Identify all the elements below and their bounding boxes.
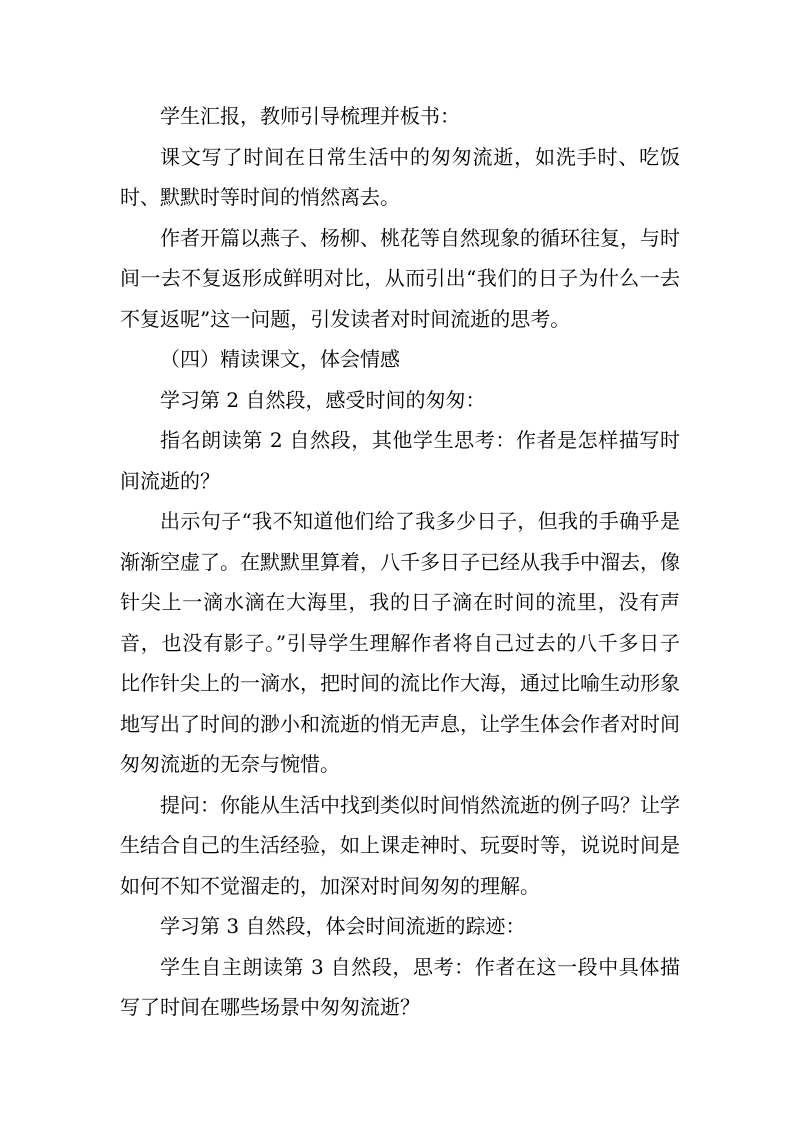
paragraph-study-section-3: 学习第 3 自然段，体会时间流逝的踪迹： [160, 914, 526, 938]
paragraph-student-report: 学生汇报，教师引导梳理并板书： [160, 104, 460, 128]
paragraph-quote-analysis: 出示句子“我不知道他们给了我多少日子，但我的手确乎是渐渐空虚了。在默默里算着，八千多日子已经从我手中溜去，像针尖上一滴水滴在大海里，我的日子滴在时间的流里，没有声音，也没有影子。”引导学生理解作者将自己过去的八千多日子比作针尖上的一滴水，把时间的流比作大海，通过比喻生动形象地写出了时间的渺小和流逝的悄无声息，让学生体会作者对时间匆匆流逝的无奈与惋惜。 [120, 509, 680, 776]
paragraph-question-life-examples: 提问：你能从生活中找到类似时间悄然流逝的例子吗？让学生结合自己的生活经验，如上课走神时、玩耍时等，说说时间是如何不知不觉溜走的，加深对时间匆匆的理解。 [120, 792, 680, 898]
paragraph-study-section-2: 学习第 2 自然段，感受时间的匆匆： [160, 387, 486, 412]
paragraph-opening-contrast: 作者开篇以燕子、杨柳、桃花等自然现象的循环往复，与时间一去不复返形成鲜明对比，从而引出“我们的日子为什么一去不复返呢”这一问题，引发读者对时间流逝的思考。 [120, 225, 680, 331]
paragraph-time-passing-daily: 课文写了时间在日常生活中的匆匆流逝，如洗手时、吃饭时、默默时等时间的悄然离去。 [120, 144, 680, 209]
paragraph-self-reading-section-3: 学生自主朗读第 3 自然段，思考：作者在这一段中具体描写了时间在哪些场景中匆匆流逝？ [120, 954, 680, 1019]
section-heading-close-reading: （四）精读课文，体会情感 [160, 347, 400, 371]
paragraph-read-aloud-section-2: 指名朗读第 2 自然段，其他学生思考：作者是怎样描写时间流逝的？ [120, 428, 680, 493]
document-body [120, 96, 680, 1028]
